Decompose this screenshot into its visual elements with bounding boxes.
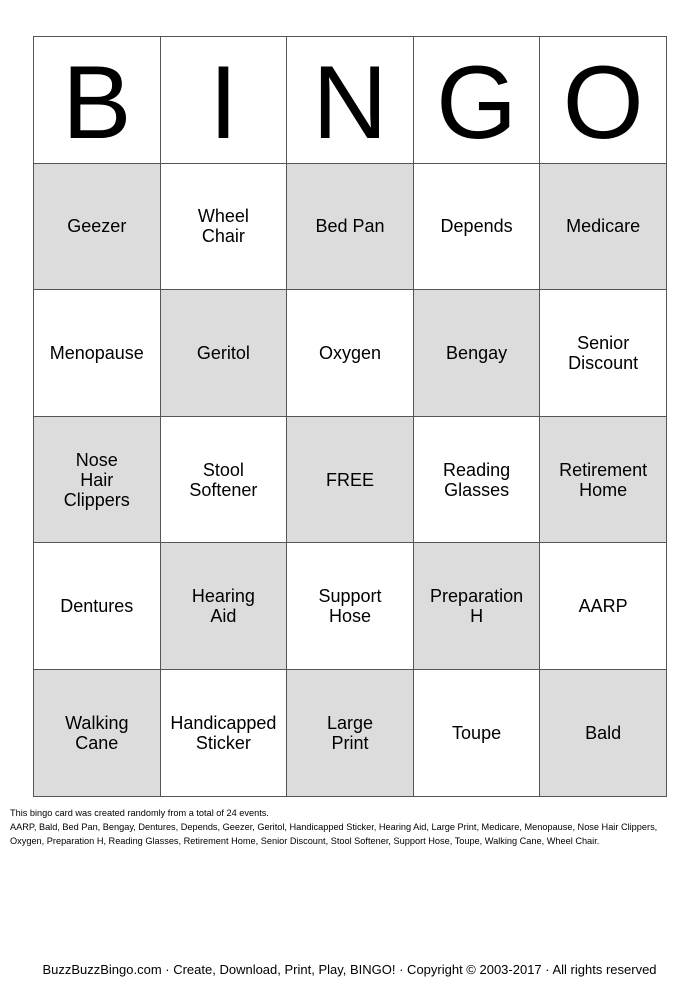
card-info <box>10 806 695 848</box>
header-letter-g: G <box>413 37 540 164</box>
bingo-card <box>33 36 667 797</box>
bingo-cell: Toupe <box>413 669 540 796</box>
bingo-cell: Geritol <box>160 290 287 417</box>
bingo-cell: Reading Glasses <box>413 416 540 543</box>
bingo-cell: Hearing Aid <box>160 543 287 670</box>
bingo-cell: Preparation H <box>413 543 540 670</box>
bingo-cell: Large Print <box>287 669 414 796</box>
bingo-cell: Menopause <box>34 290 161 417</box>
card-info-summary: This bingo card was created randomly from a total of 24 events. <box>10 808 269 818</box>
bingo-row <box>34 543 667 670</box>
bingo-cell: Stool Softener <box>160 416 287 543</box>
bingo-cell: Handicapped Sticker <box>160 669 287 796</box>
header-letter-i: I <box>160 37 287 164</box>
bingo-cell: Retirement Home <box>540 416 667 543</box>
card-info-event-list-continued: Oxygen, Preparation H, Reading Glasses, Retirement Home, Senior Discount, Stool Softener, Support Hose, Toupe, Walking Cane, Wheel Chair. <box>10 836 600 846</box>
header-letter-o: O <box>540 37 667 164</box>
bingo-cell: Dentures <box>34 543 161 670</box>
bingo-cell: Geezer <box>34 163 161 290</box>
bingo-cell: AARP <box>540 543 667 670</box>
bingo-cell: Medicare <box>540 163 667 290</box>
bingo-cell: Bald <box>540 669 667 796</box>
bingo-cell: Senior Discount <box>540 290 667 417</box>
bingo-row <box>34 290 667 417</box>
bingo-cell: Oxygen <box>287 290 414 417</box>
bingo-row <box>34 416 667 543</box>
bingo-row <box>34 163 667 290</box>
header-row <box>34 37 667 164</box>
free-space-cell: FREE <box>287 416 414 543</box>
bingo-cell: Walking Cane <box>34 669 161 796</box>
bingo-cell: Depends <box>413 163 540 290</box>
card-info-event-list: AARP, Bald, Bed Pan, Bengay, Dentures, Depends, Geezer, Geritol, Handicapped Sticker, Hearing Aid, Large Print, Medicare, Menopause, Nose Hair Clippers, <box>10 822 658 832</box>
bingo-cell: Bengay <box>413 290 540 417</box>
bingo-cell: Nose Hair Clippers <box>34 416 161 543</box>
bingo-row <box>34 669 667 796</box>
bingo-cell: Wheel Chair <box>160 163 287 290</box>
bingo-cell: Bed Pan <box>287 163 414 290</box>
header-letter-b: B <box>34 37 161 164</box>
bingo-cell: Support Hose <box>287 543 414 670</box>
header-letter-n: N <box>287 37 414 164</box>
site-footer: BuzzBuzzBingo.com · Create, Download, Print, Play, BINGO! · Copyright © 2003-2017 · All rights reserved <box>42 962 657 977</box>
